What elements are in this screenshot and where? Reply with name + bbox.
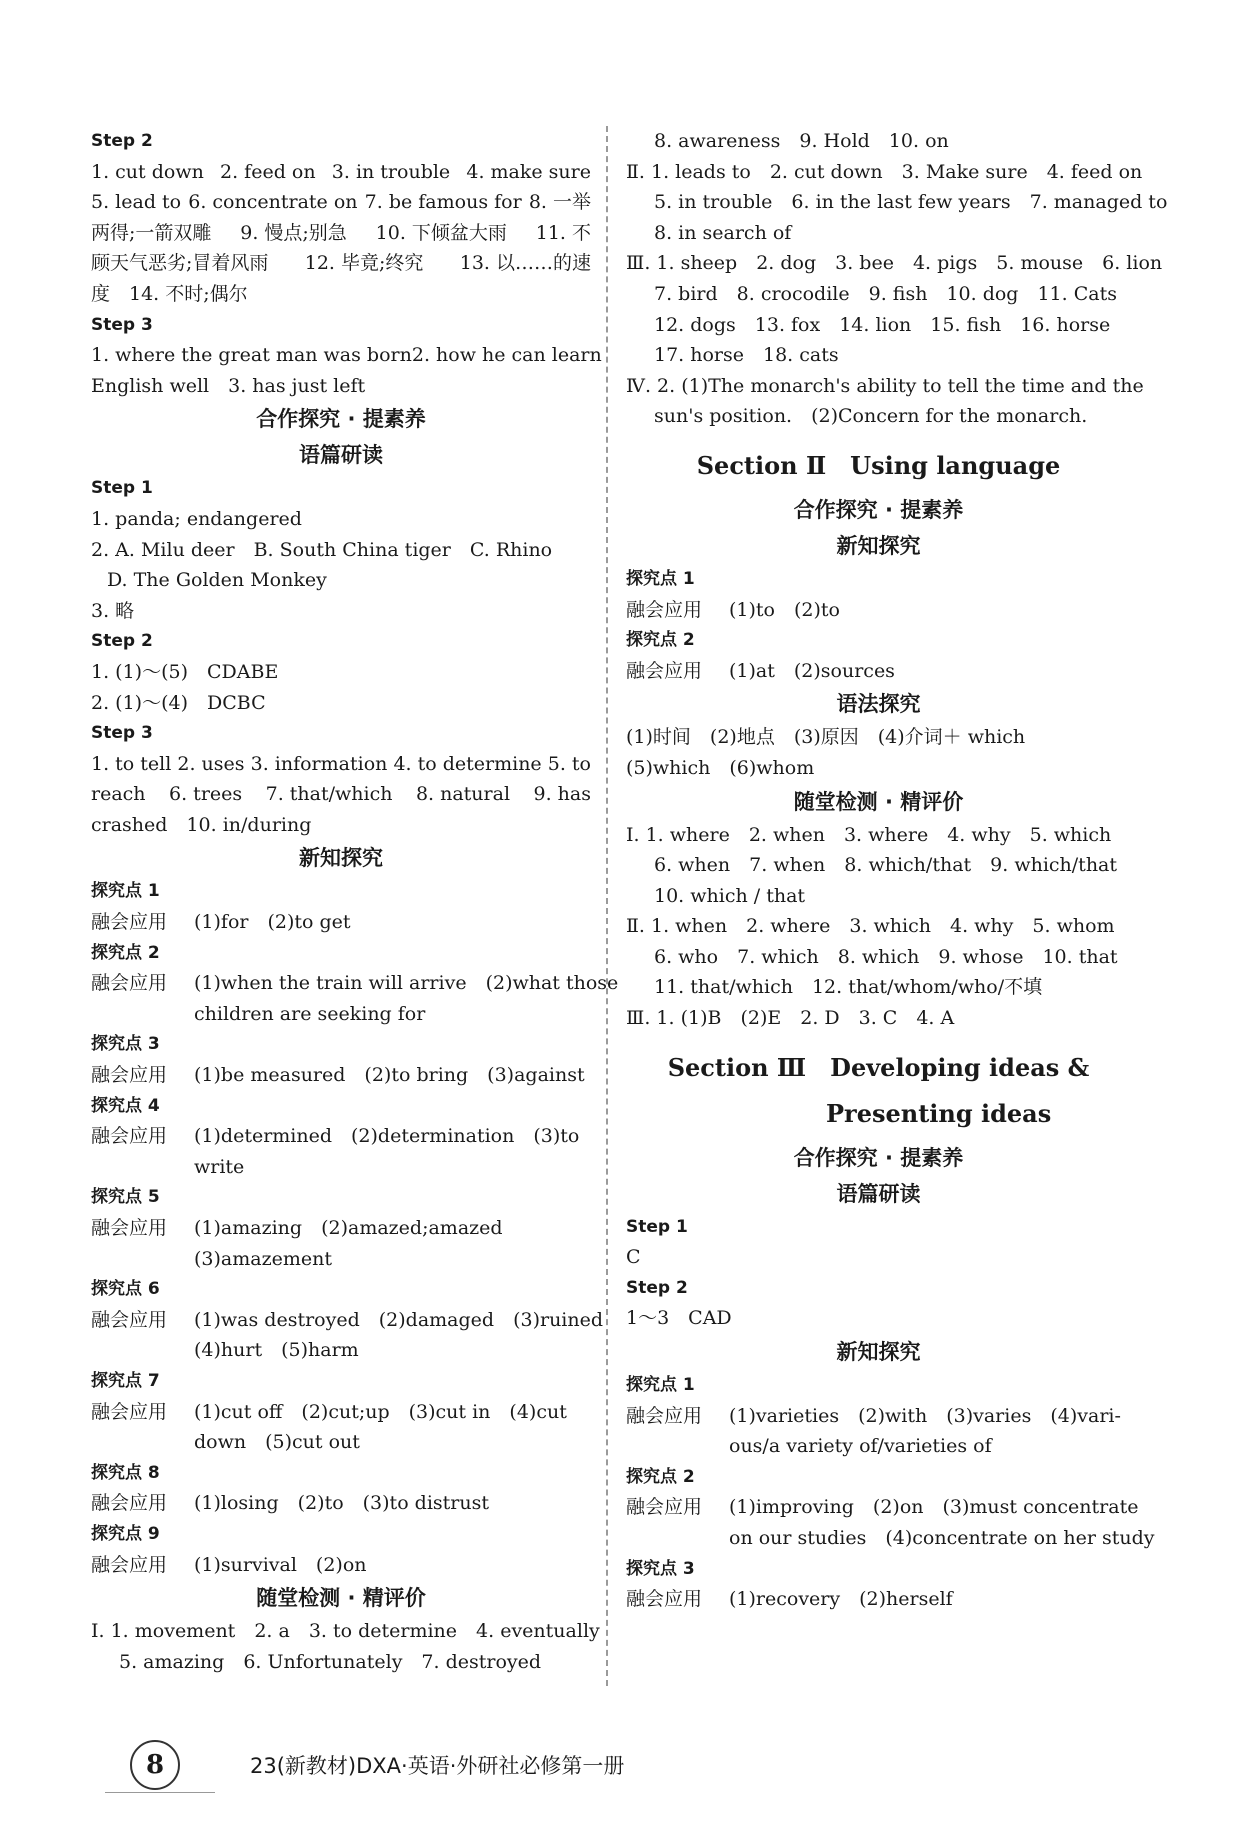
answer-line: 17. horse 18. cats — [654, 344, 839, 367]
section-label: Step 2 — [626, 1277, 688, 1298]
answer-line — [91, 749, 591, 780]
answer-line: Ⅲ. 1. (1)B (2)E 2. D 3. C 4. A — [626, 1007, 955, 1030]
section-label: 探究点 7 — [91, 1370, 160, 1391]
row-answer: (1)cut off (2)cut;up (3)cut in (4)cut — [194, 1400, 567, 1423]
row-answer: (1)for (2)to get — [194, 911, 351, 934]
answer-line: (5)which (6)whom — [626, 756, 815, 779]
answer-item: 6. concentrate on — [188, 191, 358, 214]
answer-row — [91, 1550, 591, 1581]
footer-text: 23(新教材)DXA·英语·外研社必修第一册 — [250, 1754, 625, 1778]
answer-item: 7. be famous for — [364, 191, 522, 214]
row-label: 融会应用 — [91, 972, 168, 995]
answer-line: 1～3 CAD — [626, 1307, 732, 1330]
answer-row — [91, 1121, 591, 1152]
section-label: 探究点 3 — [626, 1558, 695, 1579]
section-label: Step 3 — [91, 723, 153, 744]
answer-line: 7. bird 8. crocodile 9. fish 10. dog 11. Cats — [654, 282, 1117, 305]
answer-line: 11. that/which 12. that/whom/who/不填 — [654, 976, 1043, 999]
section-heading: 合作探究 · 提素养 — [793, 1145, 964, 1170]
answer-line: (3)amazement — [194, 1247, 332, 1270]
row-answer: (1)when the train will arrive (2)what those — [194, 972, 619, 995]
answer-line: 10. which / that — [654, 884, 806, 907]
answer-line: 8. awareness 9. Hold 10. on — [654, 130, 949, 152]
answer-item: 11. 不 — [535, 221, 591, 244]
row-label: 融会应用 — [91, 1064, 168, 1087]
footer-rule — [105, 1792, 215, 1793]
answer-item: 2. uses — [177, 752, 245, 775]
section-label: 探究点 1 — [626, 1375, 695, 1396]
answer-line: Ⅰ. 1. movement 2. a 3. to determine 4. eventually — [91, 1620, 600, 1643]
answer-line — [91, 157, 591, 188]
section-label: 探究点 1 — [91, 881, 160, 902]
answer-line: 12. dogs 13. fox 14. lion 15. fish 16. horse — [654, 313, 1111, 336]
answer-item: 12. 毕竟;终究 — [304, 252, 424, 275]
row-label: 融会应用 — [91, 1217, 168, 1239]
row-label: 融会应用 — [626, 1404, 703, 1427]
section-label: 探究点 9 — [91, 1523, 160, 1544]
page-footer — [0, 1740, 1250, 1800]
section-label: Step 3 — [91, 314, 153, 335]
answer-row — [91, 1305, 604, 1336]
answer-row — [91, 968, 619, 999]
answer-line: 度 14. 不时;偶尔 — [91, 282, 248, 305]
row-label: 融会应用 — [91, 1553, 168, 1576]
row-answer: (1)to (2)to — [729, 598, 840, 621]
column-divider — [606, 126, 608, 1686]
answer-row — [626, 656, 1131, 687]
section-heading: 合作探究 · 提素养 — [256, 407, 426, 432]
answer-item: 2. how he can learn — [411, 344, 602, 367]
answer-line: (4)hurt (5)harm — [194, 1339, 359, 1362]
row-label: 融会应用 — [91, 1308, 168, 1331]
answer-row — [91, 907, 591, 938]
answer-row — [626, 595, 1131, 626]
answer-line: 5. in trouble 6. in the last few years 7. managed to — [654, 191, 1168, 214]
section-label: 探究点 6 — [91, 1279, 160, 1300]
answer-line: D. The Golden Monkey — [107, 569, 327, 592]
row-answer: (1)varieties (2)with (3)varies (4)vari- — [729, 1404, 1121, 1427]
answer-line — [91, 779, 591, 810]
answer-line: down (5)cut out — [194, 1431, 360, 1454]
answer-item: 4. to determine — [393, 752, 542, 775]
answer-row — [91, 1397, 591, 1428]
page-number: 8 — [130, 1740, 180, 1790]
section-label: Step 1 — [626, 1216, 688, 1237]
answer-item: 顾天气恶劣;冒着风雨 — [91, 252, 269, 275]
answer-row — [91, 1060, 591, 1091]
row-label: 融会应用 — [91, 1400, 168, 1423]
answer-line: Ⅰ. 1. where 2. when 3. where 4. why 5. which — [626, 823, 1112, 846]
answer-item: 5. to — [547, 752, 591, 775]
answer-line: (1)时间 (2)地点 (3)原因 (4)介词＋ which — [626, 726, 1026, 749]
answer-line: C — [626, 1246, 641, 1269]
row-label: 融会应用 — [626, 659, 703, 682]
section-heading: 合作探究 · 提素养 — [793, 497, 964, 522]
answer-line: on our studies (4)concentrate on her study — [729, 1527, 1155, 1549]
answer-row — [626, 1492, 1139, 1523]
answer-item: 6. trees — [169, 783, 243, 806]
answer-item: 8. natural — [415, 783, 511, 806]
answer-line: sun's position. (2)Concern for the monarch. — [654, 405, 1088, 428]
answer-item: 7. that/which — [265, 783, 393, 806]
answer-line: Ⅱ. 1. leads to 2. cut down 3. Make sure 4. feed on — [626, 160, 1143, 183]
answer-item: 13. 以……的速 — [459, 252, 591, 275]
answer-item: 9. 慢点;别急 — [240, 221, 347, 244]
answer-row — [91, 1213, 591, 1244]
answer-line — [91, 187, 591, 218]
row-answer: (1)amazing (2)amazed;amazed — [194, 1217, 503, 1239]
answer-item: 3. information — [250, 752, 388, 775]
section-label: Step 2 — [91, 631, 153, 652]
answer-line: ous/a variety of/varieties of — [729, 1435, 992, 1458]
section-label: Step 1 — [91, 478, 153, 499]
row-label: 融会应用 — [91, 911, 168, 934]
answer-item: 2. feed on — [220, 160, 316, 183]
section-title: Section Ⅱ Using language — [696, 450, 1061, 480]
section-label: Step 2 — [91, 131, 153, 151]
section-heading: 语法探究 — [836, 692, 921, 717]
right-column — [626, 126, 1168, 1615]
answer-line: 1. (1)～(5) CDABE — [91, 660, 279, 683]
answer-item: 两得;一箭双雕 — [91, 221, 212, 244]
section-heading: 新知探究 — [836, 1340, 921, 1365]
section-label: 探究点 8 — [91, 1462, 160, 1483]
answer-line: 2. A. Milu deer B. South China tiger C. Rhino — [91, 538, 553, 561]
section-heading: 随堂检测 · 精评价 — [256, 1586, 426, 1611]
section-heading: 语篇研读 — [836, 1181, 921, 1206]
answer-line: children are seeking for — [194, 1002, 426, 1025]
answer-line: Ⅲ. 1. sheep 2. dog 3. bee 4. pigs 5. mouse 6. lion — [626, 252, 1163, 275]
section-title: Section Ⅲ Developing ideas & — [667, 1052, 1090, 1082]
row-answer: (1)improving (2)on (3)must concentrate — [729, 1496, 1139, 1519]
answer-line: 6. when 7. when 8. which/that 9. which/that — [654, 854, 1118, 877]
answer-item: 3. in trouble — [331, 160, 451, 183]
section-heading: 新知探究 — [836, 533, 921, 558]
row-answer: (1)recovery (2)herself — [729, 1588, 953, 1611]
answer-item: 9. has — [533, 783, 591, 806]
section-label: 探究点 2 — [91, 942, 160, 963]
answer-line: 2. (1)～(4) DCBC — [91, 691, 266, 714]
answer-row — [626, 1401, 1131, 1432]
section-heading: 语篇研读 — [299, 443, 383, 468]
answer-line: 3. 略 — [91, 599, 135, 622]
answer-line: English well 3. has just left — [91, 374, 366, 397]
row-label: 融会应用 — [91, 1492, 168, 1515]
answer-line: Ⅳ. 2. (1)The monarch's ability to tell the time and the — [626, 374, 1144, 397]
section-label: 探究点 4 — [91, 1095, 160, 1116]
row-answer: (1)be measured (2)to bring (3)against — [194, 1064, 585, 1087]
section-label: 探究点 1 — [626, 568, 695, 589]
section-label: 探究点 3 — [91, 1034, 160, 1055]
row-answer: (1)determined (2)determination (3)to — [194, 1125, 580, 1148]
answer-item: 5. lead to — [91, 191, 182, 214]
row-label: 融会应用 — [626, 1588, 703, 1611]
row-answer: (1)at (2)sources — [729, 659, 895, 682]
answer-line: 6. who 7. which 8. which 9. whose 10. that — [654, 945, 1118, 968]
answer-row — [91, 1488, 591, 1519]
answer-line: 1. panda; endangered — [91, 507, 302, 530]
answer-item: reach — [91, 783, 146, 806]
section-heading: 新知探究 — [299, 846, 383, 871]
answer-line: write — [194, 1155, 245, 1178]
row-answer: (1)survival (2)on — [194, 1553, 367, 1576]
left-column — [91, 126, 619, 1677]
row-answer: (1)was destroyed (2)damaged (3)ruined — [194, 1308, 604, 1331]
section-label: 探究点 2 — [626, 630, 695, 651]
section-title: Presenting ideas — [826, 1098, 1052, 1128]
section-label: 探究点 5 — [91, 1187, 160, 1208]
answer-item: 1. cut down — [91, 160, 204, 183]
answer-line — [91, 248, 591, 279]
answer-line: Ⅱ. 1. when 2. where 3. which 4. why 5. whom — [626, 915, 1115, 938]
answer-item: 4. make sure — [466, 160, 591, 183]
answer-item: 8. 一举 — [528, 191, 591, 214]
section-label: 探究点 2 — [626, 1466, 695, 1487]
answer-line: crashed 10. in/during — [91, 813, 312, 836]
answer-line: 8. in search of — [654, 221, 792, 244]
section-heading: 随堂检测 · 精评价 — [793, 789, 964, 814]
row-answer: (1)losing (2)to (3)to distrust — [194, 1492, 490, 1515]
row-label: 融会应用 — [626, 598, 703, 621]
answer-item: 1. to tell — [91, 752, 172, 775]
answer-line: 5. amazing 6. Unfortunately 7. destroyed — [119, 1650, 542, 1673]
answer-row — [626, 1584, 1131, 1615]
answer-item: 1. where the great man was born — [91, 344, 412, 367]
row-label: 融会应用 — [626, 1496, 703, 1519]
row-label: 融会应用 — [91, 1125, 168, 1148]
answer-line — [91, 340, 602, 371]
answer-item: 10. 下倾盆大雨 — [375, 221, 507, 244]
answer-line — [91, 218, 591, 249]
